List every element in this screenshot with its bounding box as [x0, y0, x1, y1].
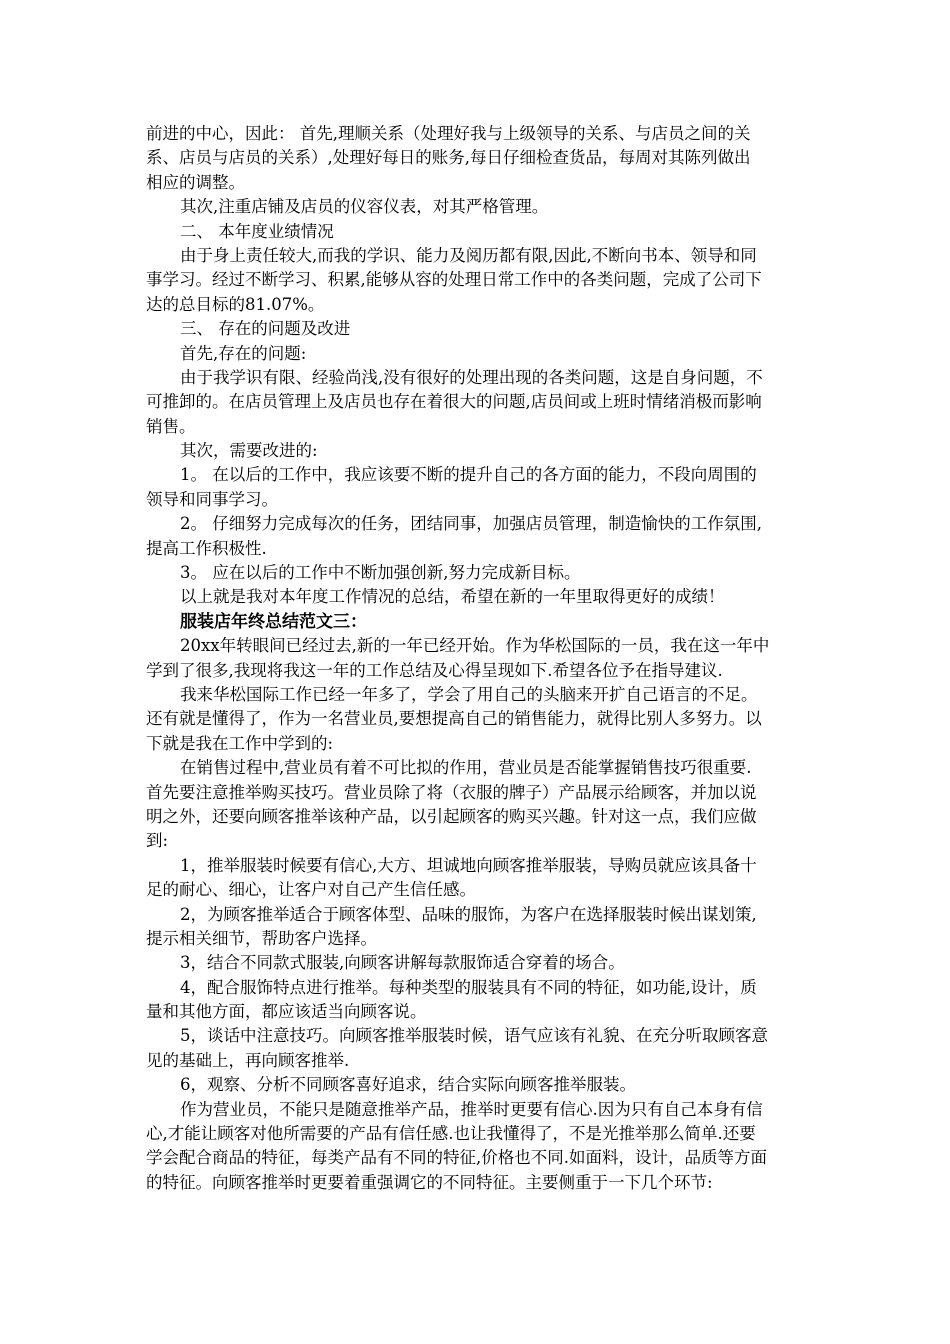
- text-line: 提高工作积极性.: [146, 538, 267, 558]
- text-line: 20xx年转眼间已经过去,新的一年已经开始。作为华松国际的一员，我在这一年中: [180, 636, 770, 656]
- text-line: 销售。: [146, 416, 196, 436]
- text-line: 学会配合商品的特征，每类产品有不同的特征,价格也不同.如面料，设计，品质等方面: [146, 1148, 767, 1168]
- text-line: 以上就是我对本年度工作情况的总结，希望在新的一年里取得更好的成绩！: [180, 587, 725, 607]
- text-line: 我来华松国际工作已经一年多了，学会了用自己的头脑来开扩自己语言的不足。: [180, 684, 758, 704]
- text-line: 到:: [146, 831, 169, 851]
- text-line: 下就是我在工作中学到的:: [146, 733, 334, 753]
- text-line: 1，推举服装时候要有信心,大方、坦诚地向顾客推举服装，导购员就应该具备十: [180, 855, 757, 875]
- text-line: 作为营业员，不能只是随意推举产品，推举时更要有信心.因为只有自己本身有信: [180, 1099, 763, 1119]
- text-line: 的特征。向顾客推举时更要着重强调它的不同特征。主要侧重于一下几个环节:: [146, 1172, 713, 1192]
- text-line: 达的总目标的81.07%。: [146, 294, 325, 314]
- text-line: 领导和同事学习。: [146, 489, 278, 509]
- text-line: 可推卸的。在店员管理上及店员也存在着很大的问题,店员间或上班时情绪消极而影响: [146, 392, 762, 412]
- text-line: 量和其他方面，都应该适当向顾客说。: [146, 1002, 427, 1022]
- text-line: 5，谈话中注意技巧。向顾客推举服装时候，语气应该有礼貌、在充分听取顾客意: [180, 1026, 768, 1046]
- text-line: 由于我学识有限、经验尚浅,没有很好的处理出现的各类问题，这是自身问题，不: [180, 367, 763, 387]
- document-page: [146, 122, 806, 1195]
- text-line: 提示相关细节，帮助客户选择。: [146, 928, 377, 948]
- text-line: 还有就是懂得了，作为一名营业员,要想提高自己的销售能力，就得比别人多努力。以: [146, 709, 762, 729]
- text-line: 相应的调整。: [146, 172, 245, 192]
- text-line: 二、 本年度业绩情况: [180, 221, 334, 241]
- section-heading: 服装店年终总结范文三：: [180, 611, 367, 632]
- text-line: 由于身上责任较大,而我的学识、能力及阅历都有限,因此,不断向书本、领导和同: [180, 245, 757, 265]
- text-line: 首先要注意推举购买技巧。营业员除了将（衣服的牌子）产品展示给顾客，并加以说: [146, 782, 757, 802]
- text-line: 其次，需要改进的:: [180, 441, 318, 461]
- text-line: 心,才能让顾客对他所需要的产品有信任感.也让我懂得了，不是光推举那么简单.还要: [146, 1124, 756, 1144]
- text-line: 6，观察、分析不同顾客喜好追求，结合实际向顾客推举服装。: [180, 1075, 636, 1095]
- text-line: 首先,存在的问题:: [180, 343, 307, 363]
- text-line: 三、 存在的问题及改进: [180, 319, 351, 339]
- text-line: 事学习。经过不断学习、积累,能够从容的处理日常工作中的各类问题，完成了公司下: [146, 270, 762, 290]
- text-line: 见的基础上，再向顾客推举.: [146, 1050, 350, 1070]
- text-line: 1。 在以后的工作中，我应该要不断的提升自己的各方面的能力，不段向周围的: [180, 465, 757, 485]
- text-line: 3，结合不同款式服装,向顾客讲解每款服饰适合穿着的场合。: [180, 953, 625, 973]
- text-line: 2，为顾客推举适合于顾客体型、品味的服饰，为客户在选择服装时候出谋划策,: [180, 904, 757, 924]
- text-line: 4，配合服饰特点进行推举。每种类型的服装具有不同的特征，如功能,设计，质: [180, 977, 757, 997]
- text-line: 系、店员与店员的关系）,处理好每日的账务,每日仔细检查货品，每周对其陈列做出: [146, 148, 751, 168]
- text-line: 其次,注重店铺及店员的仪容仪表，对其严格管理。: [180, 197, 549, 217]
- text-line: 学到了很多,我现将我这一年的工作总结及心得呈现如下.希望各位予在指导建议.: [146, 660, 723, 680]
- text-line: 2。 仔细努力完成每次的任务，团结同事，加强店员管理，制造愉快的工作氛围,: [180, 514, 762, 534]
- text-line: 3。 应在以后的工作中不断加强创新,努力完成新目标。: [180, 563, 581, 583]
- text-line: 在销售过程中,营业员有着不可比拟的作用，营业员是否能掌握销售技巧很重要.: [180, 758, 752, 778]
- text-line: 足的耐心、细心，让客户对自己产生信任感。: [146, 880, 476, 900]
- text-line: 明之外，还要向顾客推举该种产品，以引起顾客的购买兴趣。针对这一点，我们应做: [146, 806, 757, 826]
- text-line: 前进的中心，因此： 首先,理顺关系（处理好我与上级领导的关系、与店员之间的关: [146, 124, 751, 143]
